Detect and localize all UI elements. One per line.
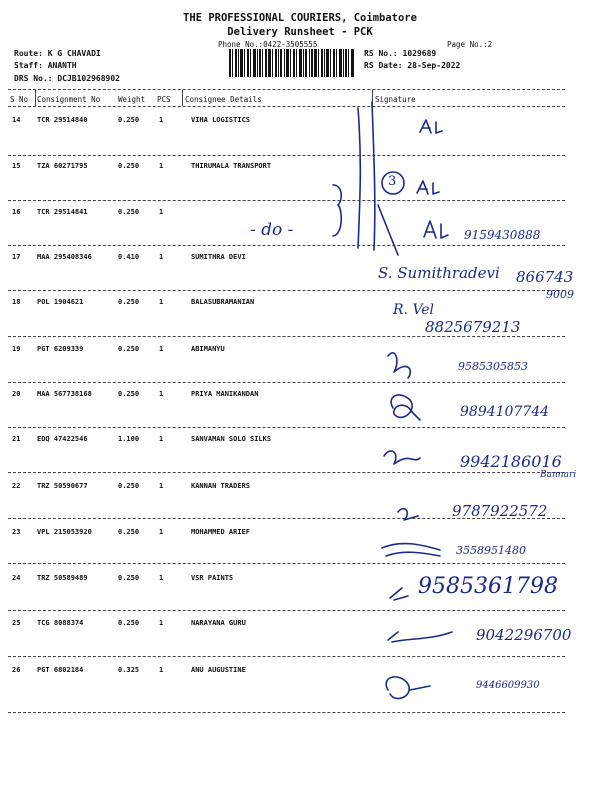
cell-sno: 14 [12,116,21,124]
handwritten-phone: 9042296700 [476,626,572,644]
initials-signature [424,221,448,238]
cell-pcs: 1 [159,619,164,627]
cell-weight: 0.250 [118,298,140,306]
cell-consignee: BALASUBRAMANIAN [191,298,255,306]
cell-sno: 26 [12,666,21,674]
table-row [0,298,600,312]
row-separator [8,336,565,337]
cell-consignee: NARAYANA GURU [191,619,246,627]
scribble-signature [384,451,420,464]
handwritten-phone: 9159430888 [464,228,541,242]
cell-consignment: MAA 567738168 [37,390,92,398]
cell-pcs: 1 [159,208,164,216]
cell-sno: 19 [12,345,21,353]
cell-consignment: TCG 8088374 [37,619,84,627]
cell-weight: 0.250 [118,619,140,627]
table-row [0,390,600,404]
cell-pcs: 1 [159,435,164,443]
cell-weight: 0.410 [118,253,140,261]
cell-consignment: PGT 6802184 [37,666,84,674]
cell-consignment: VPL 215053920 [37,528,92,536]
row-separator [8,155,565,156]
cell-sno: 25 [12,619,21,627]
table-row [0,482,600,496]
cell-consignment: PGT 6209339 [37,345,84,353]
handwritten-phone: 9585305853 [458,360,528,373]
column-signature: Signature [375,95,416,104]
cell-weight: 0.250 [118,482,140,490]
table-row [0,666,600,680]
cell-weight: 0.250 [118,574,140,582]
handwritten-name: R. Vel [393,302,435,318]
document-title: Delivery Runsheet - PCK [227,26,373,38]
row-separator [8,656,565,657]
cell-consignee: ANU AUGUSTINE [191,666,246,674]
staff: Staff: ANANTH [14,61,77,70]
cell-pcs: 1 [159,298,164,306]
handwritten-name: Bannari [540,470,577,480]
cell-weight: 0.325 [118,666,140,674]
cell-sno: 21 [12,435,21,443]
initials-signature [417,181,439,194]
barcode [229,49,354,77]
cell-weight: 1.100 [118,435,140,443]
cell-sno: 17 [12,253,21,261]
row-separator [8,472,565,473]
cell-pcs: 1 [159,116,164,124]
route: Route: K G CHAVADI [14,49,101,58]
row-separator [8,290,565,291]
table-row [0,345,600,359]
row-separator [8,563,565,564]
cell-pcs: 1 [159,666,164,674]
cell-consignee: MOHAMMED ARIEF [191,528,251,536]
table-row [0,528,600,542]
cell-pcs: 1 [159,528,164,536]
drs-number: DRS No.: DCJB102968902 [14,74,120,83]
cell-sno: 18 [12,298,21,306]
cell-sno: 20 [12,390,21,398]
cell-consignee: THIRUMALA TRANSPORT [191,162,272,170]
handwritten-phone: 9894107744 [460,404,550,420]
cell-pcs: 1 [159,345,164,353]
cell-pcs: 1 [159,162,164,170]
cell-pcs: 1 [159,482,164,490]
cell-consignment: MAA 295408346 [37,253,92,261]
cell-pcs: 1 [159,574,164,582]
cell-sno: 15 [12,162,21,170]
handwritten-phone: 8825679213 [425,318,521,336]
cell-weight: 0.250 [118,345,140,353]
column-weight: Weight [118,95,146,104]
cell-consignment: EDQ 47422546 [37,435,88,443]
cell-consignment: POL 1904621 [37,298,84,306]
column-consignment: Consignment No [37,95,101,104]
cell-consignment: TCR 29514840 [37,116,88,124]
header-divider [35,90,36,106]
row-separator [8,610,565,611]
column-pcs: PCS [157,95,171,104]
cell-weight: 0.250 [118,528,140,536]
handwritten-phone: 9446609930 [476,680,540,691]
circled-number: 3 [388,174,397,189]
page-number: Page No.:2 [447,40,493,49]
company-name: THE PROFESSIONAL COURIERS, Coimbatore [183,12,417,24]
cell-consignee: VSR PAINTS [191,574,234,582]
handwritten-phone: 9787922572 [452,502,548,520]
cell-consignee: SUMITHRA DEVI [191,253,246,261]
header-divider [182,90,183,106]
row-separator [8,382,565,383]
header-top-rule [8,89,565,90]
cell-sno: 24 [12,574,21,582]
phone-number: Phone No.:0422-3505555 [218,40,318,49]
handwritten-phone: 3558951480 [456,544,526,557]
header-divider [372,90,373,106]
table-row [0,162,600,176]
header-bottom-rule [8,106,565,107]
handwritten-phone: 9585361798 [418,574,558,599]
cell-sno: 23 [12,528,21,536]
row-separator [8,712,565,713]
cell-sno: 16 [12,208,21,216]
handwritten-name: S. Sumithradevi [378,264,500,282]
cell-sno: 22 [12,482,21,490]
table-row [0,208,600,222]
row-separator [8,200,565,201]
column-sno: S No [10,95,29,104]
cell-weight: 0.250 [118,208,140,216]
handwritten-phone: 9009 [546,288,574,301]
cell-consignment: TRZ 50590677 [37,482,88,490]
scribble-signature [388,632,452,642]
column-consignee: Consignee Details [185,95,262,104]
table-row [0,435,600,449]
cell-weight: 0.250 [118,162,140,170]
handwritten-phone: 9942186016 [460,452,562,471]
cell-consignee: PRIYA MANIKANDAN [191,390,259,398]
row-separator [8,245,565,246]
cell-weight: 0.250 [118,390,140,398]
cell-pcs: 1 [159,390,164,398]
cell-consignment: TZA 60271795 [37,162,88,170]
ditto-mark: - do - [250,220,294,240]
cell-weight: 0.250 [118,116,140,124]
scribble-signature [390,588,408,600]
rs-number: RS No.: 1029689 [364,49,437,58]
cell-consignment: TCR 29514841 [37,208,88,216]
rs-date: RS Date: 28-Sep-2022 [364,61,461,70]
cell-consignment: TRZ 50589489 [37,574,88,582]
loop-signature [386,677,430,699]
cell-consignee: SANVAMAN SOLO SILKS [191,435,272,443]
row-separator [8,427,565,428]
table-row [0,116,600,130]
cell-consignee: VIHA LOGISTICS [191,116,251,124]
cell-consignee: ABIMANYU [191,345,225,353]
handwritten-phone: 866743 [516,268,574,286]
table-row [0,253,600,267]
cell-pcs: 1 [159,253,164,261]
cell-consignee: KANNAN TRADERS [191,482,251,490]
scribble-signature [382,544,440,556]
